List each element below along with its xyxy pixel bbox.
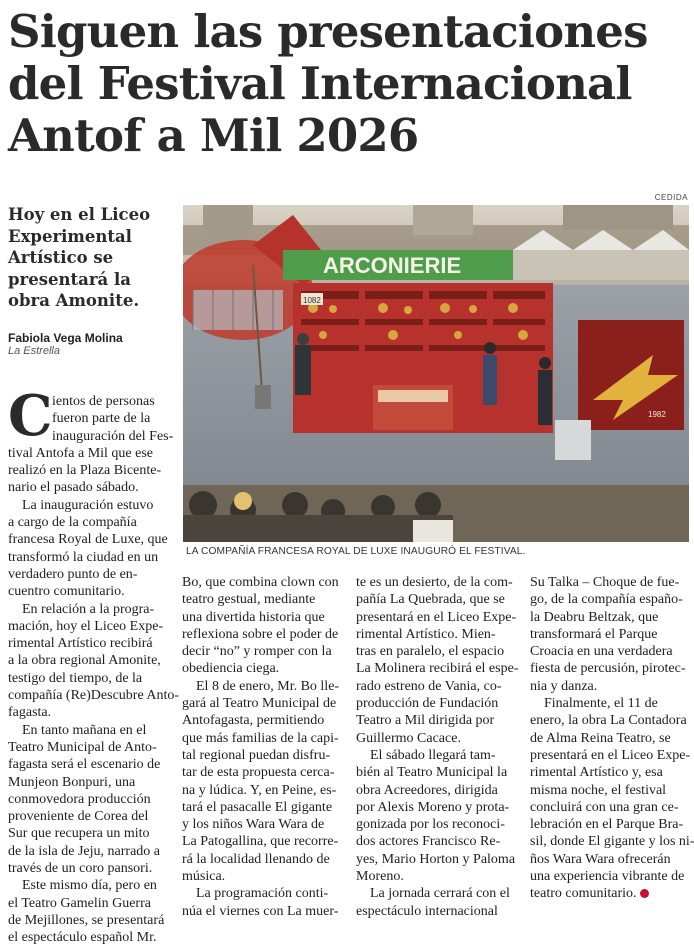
text-line: el Teatro Gamelin Guerra (8, 895, 151, 911)
text-line: teatro gestual, mediante (182, 592, 316, 608)
text-line: Croacia en una verdadera (530, 644, 673, 660)
text-line: el espectáculo español Mr. (8, 930, 157, 946)
text-line: obediencia ciega. (182, 661, 280, 677)
photo-sign-text: ARCONIERIE (323, 253, 462, 278)
text-line: conmovedora producción (8, 791, 151, 807)
text-line: nario el pasado sábado. (8, 480, 139, 496)
text-line: decir “no” y romper con la (182, 644, 332, 660)
text-line: rimental Artístico y, esa (530, 765, 663, 781)
text-line: fiesta de percusión, pirotec- (530, 661, 686, 677)
text-line: presentará en el Liceo Expe- (356, 609, 517, 625)
text-line: na y lúdica. Y, en Peine, es- (182, 782, 337, 798)
headline-line: Antof a Mil 2026 (8, 109, 419, 162)
text-line: dos actores Francisco Re- (356, 834, 501, 850)
headline (8, 6, 688, 162)
text-line: gará al Teatro Municipal de (182, 696, 337, 712)
text-line: ños Wara Wara ofrecerán (530, 851, 671, 867)
text-line: transformó la ciudad en un (8, 549, 159, 565)
text-line: y los niños Wara Wara de (182, 817, 325, 833)
headline-line: del Festival Internacional (8, 57, 632, 110)
text-line: Su Talka – Choque de fue- (530, 575, 680, 590)
text-line: de la isla de Jeju, narrado a (8, 843, 160, 859)
text-line: reflexiona sobre el poder de (182, 626, 339, 642)
text-line: go, de la compañía españo- (530, 592, 683, 608)
text-line: pañía La Quebrada, que se (356, 592, 505, 608)
text-line: La jornada cerrará con el (370, 886, 510, 902)
text-line: transformará el Parque (530, 626, 658, 642)
text-line: La programación conti- (196, 886, 329, 902)
text-line: bién al Teatro Municipal la (356, 765, 508, 781)
text-line: rimental Artístico. Mien- (356, 626, 496, 642)
text-line: música. (182, 869, 226, 885)
text-line: una experiencia vibrante de (530, 869, 685, 885)
text-line: rado estreno de Vania, co- (356, 678, 502, 694)
article-column-3 (356, 574, 522, 920)
subheadline-line: Experimental (8, 226, 132, 246)
text-line: de Alma Reina Teatro, se (530, 730, 671, 746)
text-line: presentará en el Liceo Expe- (530, 747, 691, 763)
text-line: rá la localidad llenando de (182, 851, 330, 867)
text-line: En relación a la progra- (22, 601, 155, 617)
photo-credit: CEDIDA (654, 193, 688, 202)
text-line: La Molinera recibirá el espe- (356, 661, 519, 677)
text-line: Teatro a Mil dirigida por (356, 713, 495, 729)
text-line: El 8 de enero, Mr. Bo lle- (196, 678, 340, 694)
text-line: Sur que recupera un mito (8, 826, 150, 842)
text-line: por Alexis Moreno y prota- (356, 799, 510, 815)
text-line: tal regional puedan disfru- (182, 747, 331, 763)
text-line: a la obra regional Amonite, (8, 653, 161, 669)
text-line: La Patogallina, que recorre- (182, 834, 339, 850)
text-line: nia y danza. (530, 678, 598, 694)
headline-line: Siguen las presentaciones (8, 5, 648, 58)
text-line: enero, la obra La Contadora (530, 713, 687, 729)
text-line: misma noche, el festival (530, 782, 667, 798)
text-line: núa el viernes con La muer- (182, 903, 339, 919)
text-line: concluirá con una gran ce- (530, 799, 679, 815)
text-line: testigo del tiempo, de la (8, 670, 143, 686)
text-line: a cargo de la compañía (8, 515, 137, 531)
subheadline-line: obra Amonite. (8, 291, 140, 310)
text-line: sil, donde El gigante y los ni- (530, 834, 694, 850)
text-line: la Deabru Beltzak, que (530, 609, 659, 625)
article-column-4 (530, 574, 694, 903)
text-line: una divertida historia que (182, 609, 325, 625)
text-line: francesa Royal de Luxe, que (8, 532, 168, 548)
text-line: La inauguración estuvo (22, 497, 154, 513)
article-column-1 (8, 393, 180, 947)
text-line: tras en paralelo, el espacio (356, 644, 505, 660)
text-line: En tanto mañana en el (22, 722, 147, 738)
text-line: espectáculo internacional (356, 903, 498, 919)
article-end-icon (640, 889, 649, 898)
text-line: lebración en el Parque Bra- (530, 817, 684, 833)
text-line: Moreno. (356, 869, 404, 885)
photo-poster-year: 1982 (648, 410, 666, 419)
text-line: compañía (Re)Descubre Anto- (8, 688, 180, 704)
text-line: mación, hoy el Liceo Expe- (8, 618, 164, 634)
subheadline (8, 204, 174, 312)
text-line: Guillermo Cacace. (356, 730, 461, 746)
text-line: producción de Fundación (356, 696, 499, 712)
text-line: Bo, que combina clown con (182, 575, 339, 590)
text-line: inauguración del Fes- (52, 428, 174, 444)
text-line: fagasta. (8, 705, 52, 721)
text-line: gonizada por los reconoci- (356, 817, 505, 833)
text-line: cuentro comunitario. (8, 584, 125, 600)
text-line: Finalmente, el 11 de (544, 696, 658, 712)
photo-caption: LA COMPAÑÍA FRANCESA ROYAL DE LUXE INAUGURÓ EL FESTIVAL. (186, 546, 526, 557)
text-line: que más familias de la capi- (182, 730, 339, 746)
text-line: verdadero punto de en- (8, 566, 138, 582)
text-line: tival Antofa a Mil que ese (8, 445, 154, 461)
text-line: tar de esta propuesta cerca- (182, 765, 335, 781)
text-line: fagasta será el escenario de (8, 757, 161, 773)
text-line: obra Acreedores, dirigida (356, 782, 498, 798)
text-line: Este mismo día, pero en (22, 878, 157, 894)
text-line: teatro comunitario. (530, 886, 637, 902)
article-column-2 (182, 574, 346, 920)
text-line: El sábado llegará tam- (370, 747, 496, 763)
text-line: realizó en la Plaza Bicente- (8, 463, 162, 479)
author-outlet: La Estrella (8, 345, 60, 357)
text-line: Teatro Municipal de Anto- (8, 739, 157, 755)
text-line: fueron parte de la (52, 411, 151, 427)
author-byline: Fabiola Vega Molina (8, 331, 123, 345)
text-line: tará el pasacalle El gigante (182, 799, 333, 815)
text-line: yes, Mario Horton y Paloma (356, 851, 516, 867)
subheadline-line: Artístico se (8, 248, 114, 267)
text-line: te es un desierto, de la com- (356, 575, 513, 590)
festival-photo (183, 205, 689, 542)
text-line: ientos de personas (52, 394, 155, 409)
drop-cap: C (8, 383, 53, 449)
text-line: rimental Artístico recibirá (8, 636, 153, 652)
subheadline-line: presentará la (8, 269, 131, 289)
subheadline-line: Hoy en el Liceo (8, 205, 151, 224)
festival-photo-illustration (183, 205, 689, 542)
text-line: Antofagasta, permitiendo (182, 713, 325, 729)
text-line: través de un coro pansori. (8, 861, 153, 877)
text-line: proveniente de Corea del (8, 809, 149, 825)
text-line: Munjeon Bonpuri, una (8, 774, 136, 790)
text-line: de Mejillones, se presentará (8, 912, 165, 928)
photo-shelf-label: 1082 (303, 296, 321, 305)
